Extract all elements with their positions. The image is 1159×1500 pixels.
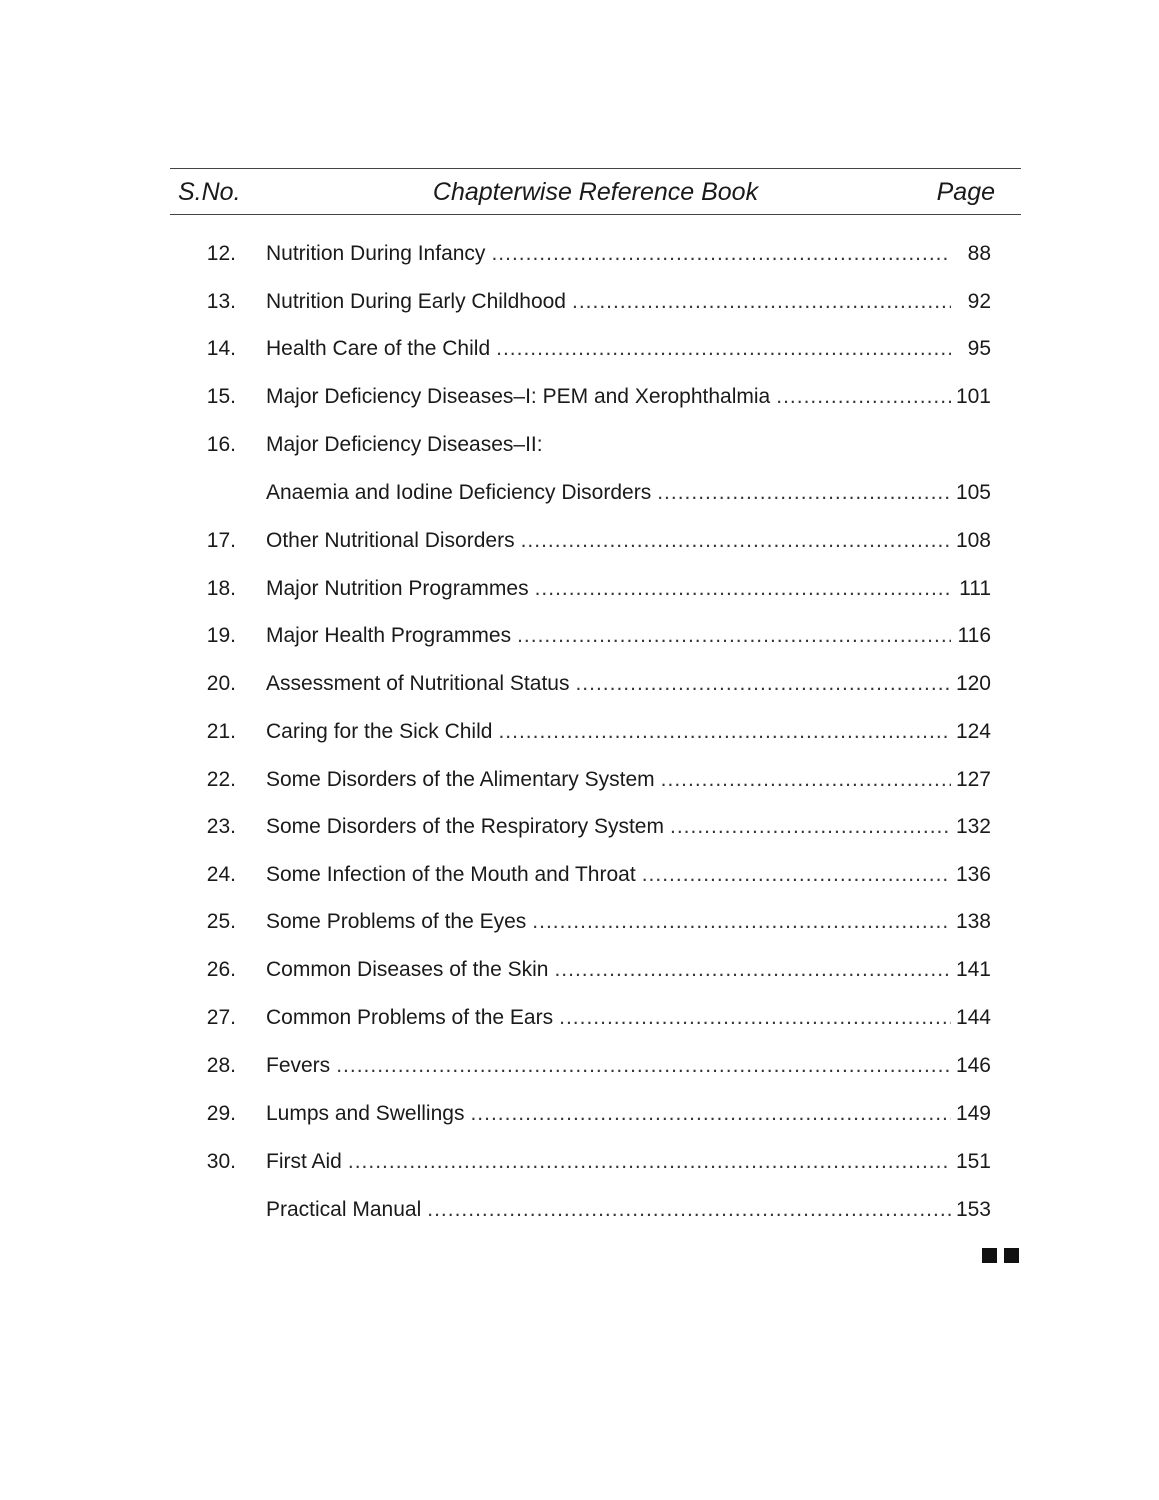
dot-leader (470, 1090, 951, 1138)
dot-leader (521, 517, 951, 565)
chapter-title: Health Care of the Child (266, 337, 491, 360)
book-title: Chapterwise Reference Book (432, 178, 759, 206)
chapter-number: 26. (206, 958, 236, 981)
toc-entry-line (266, 708, 991, 756)
chapter-title: Major Deficiency Diseases–I: PEM and Xerophthalmia (266, 385, 771, 408)
toc-entry-line (266, 230, 991, 278)
page-number: 108 (955, 529, 991, 552)
chapter-title: Practical Manual (266, 1198, 422, 1221)
toc-entry (0, 278, 1159, 326)
chapter-title: Major Nutrition Programmes (266, 577, 529, 600)
chapter-title: Some Infection of the Mouth and Throat (266, 863, 636, 886)
toc-entry-line (266, 517, 991, 565)
toc-entry (0, 708, 1159, 756)
toc-entry (0, 612, 1159, 660)
square-icon (982, 1248, 997, 1263)
chapter-number: 23. (206, 815, 236, 838)
chapter-title: Major Health Programmes (266, 624, 512, 647)
dot-leader (491, 230, 951, 278)
chapter-number: 14. (206, 337, 236, 360)
page-number: 92 (967, 290, 991, 313)
dot-leader (348, 1138, 951, 1186)
dot-leader (532, 898, 951, 946)
toc-entry-line (266, 660, 991, 708)
toc-entry (0, 517, 1159, 565)
chapter-title: First Aid (266, 1150, 342, 1173)
toc-entry-line (266, 851, 991, 899)
dot-leader (427, 1186, 951, 1234)
chapter-number: 29. (206, 1102, 236, 1125)
chapter-title: Fevers (266, 1054, 331, 1077)
toc-entry (0, 660, 1159, 708)
chapter-title: Nutrition During Infancy (266, 242, 486, 265)
chapter-number: 30. (206, 1150, 236, 1173)
chapter-number: 12. (206, 242, 236, 265)
page-number: 127 (955, 768, 991, 791)
toc-entry (0, 469, 1159, 517)
page-column-label: Page (936, 178, 995, 206)
chapter-title: Assessment of Nutritional Status (266, 672, 570, 695)
toc-entry (0, 803, 1159, 851)
toc-entry-line (266, 373, 991, 421)
page-number: 136 (955, 863, 991, 886)
page-number: 88 (967, 242, 991, 265)
end-of-section-marks (980, 1248, 1022, 1264)
toc-entry-line (266, 325, 991, 373)
dot-leader (535, 565, 951, 613)
toc-entry-line (266, 1042, 991, 1090)
page-number: 105 (955, 481, 991, 504)
dot-leader (661, 756, 951, 804)
toc-entry-line (266, 1186, 991, 1234)
toc-entry-line (266, 898, 991, 946)
toc-entry (0, 1186, 1159, 1234)
toc-entry-line (266, 421, 991, 469)
page-number: 120 (955, 672, 991, 695)
sno-column-label: S.No. (178, 178, 241, 206)
chapter-number: 25. (206, 910, 236, 933)
chapter-number: 28. (206, 1054, 236, 1077)
toc-entry (0, 946, 1159, 994)
toc-entry-line (266, 994, 991, 1042)
page-number: 111 (959, 577, 991, 600)
toc-entry-line (266, 469, 991, 517)
dot-leader (572, 278, 951, 326)
toc-header (170, 168, 1021, 215)
chapter-title: Other Nutritional Disorders (266, 529, 515, 552)
chapter-number: 16. (206, 433, 236, 456)
chapter-title: Nutrition During Early Childhood (266, 290, 566, 313)
toc-entry-line (266, 1138, 991, 1186)
page-number: 132 (955, 815, 991, 838)
chapter-title: Common Diseases of the Skin (266, 958, 549, 981)
page-number: 153 (955, 1198, 991, 1221)
chapter-title: Some Disorders of the Alimentary System (266, 768, 655, 791)
square-icon (1004, 1248, 1019, 1263)
toc-entry (0, 994, 1159, 1042)
toc-entry (0, 756, 1159, 804)
chapter-number: 19. (206, 624, 236, 647)
dot-leader (776, 373, 951, 421)
toc-entry (0, 898, 1159, 946)
chapter-number: 27. (206, 1006, 236, 1029)
chapter-title: Major Deficiency Diseases–II: (266, 433, 543, 456)
chapter-number: 21. (206, 720, 236, 743)
toc-entry (0, 230, 1159, 278)
dot-leader (575, 660, 951, 708)
dot-leader (498, 708, 951, 756)
dot-leader (670, 803, 951, 851)
toc-entry-line (266, 946, 991, 994)
chapter-title: Common Problems of the Ears (266, 1006, 554, 1029)
page-number: 141 (955, 958, 991, 981)
chapter-number: 13. (206, 290, 236, 313)
toc-entry (0, 1090, 1159, 1138)
chapter-number: 24. (206, 863, 236, 886)
chapter-title: Some Disorders of the Respiratory System (266, 815, 664, 838)
page-number: 101 (955, 385, 991, 408)
dot-leader (642, 851, 951, 899)
toc-entry (0, 851, 1159, 899)
dot-leader (554, 946, 951, 994)
dot-leader (496, 325, 951, 373)
toc-entry (0, 325, 1159, 373)
page-number: 149 (955, 1102, 991, 1125)
toc-entry (0, 373, 1159, 421)
dot-leader (336, 1042, 951, 1090)
chapter-title: Some Problems of the Eyes (266, 910, 527, 933)
toc-entry-line (266, 756, 991, 804)
dot-leader (657, 469, 951, 517)
page-number: 146 (955, 1054, 991, 1077)
page-number: 95 (967, 337, 991, 360)
dot-leader (559, 994, 951, 1042)
dot-leader (517, 612, 951, 660)
page-number: 138 (955, 910, 991, 933)
toc-entry (0, 1138, 1159, 1186)
page-number: 116 (957, 624, 991, 647)
toc-entry (0, 421, 1159, 469)
toc-entry-line (266, 612, 991, 660)
toc-entry-line (266, 1090, 991, 1138)
chapter-number: 22. (206, 768, 236, 791)
chapter-number: 18. (206, 577, 236, 600)
chapter-number: 20. (206, 672, 236, 695)
page-number: 144 (955, 1006, 991, 1029)
chapter-number: 15. (206, 385, 236, 408)
toc-entry (0, 565, 1159, 613)
toc-entry-line (266, 278, 991, 326)
chapter-title: Caring for the Sick Child (266, 720, 493, 743)
page-number: 151 (955, 1150, 991, 1173)
toc-entry (0, 1042, 1159, 1090)
chapter-number: 17. (206, 529, 236, 552)
toc-entry-line (266, 565, 991, 613)
chapter-title: Lumps and Swellings (266, 1102, 465, 1125)
toc-entry-line (266, 803, 991, 851)
chapter-title: Anaemia and Iodine Deficiency Disorders (266, 481, 652, 504)
page-number: 124 (955, 720, 991, 743)
